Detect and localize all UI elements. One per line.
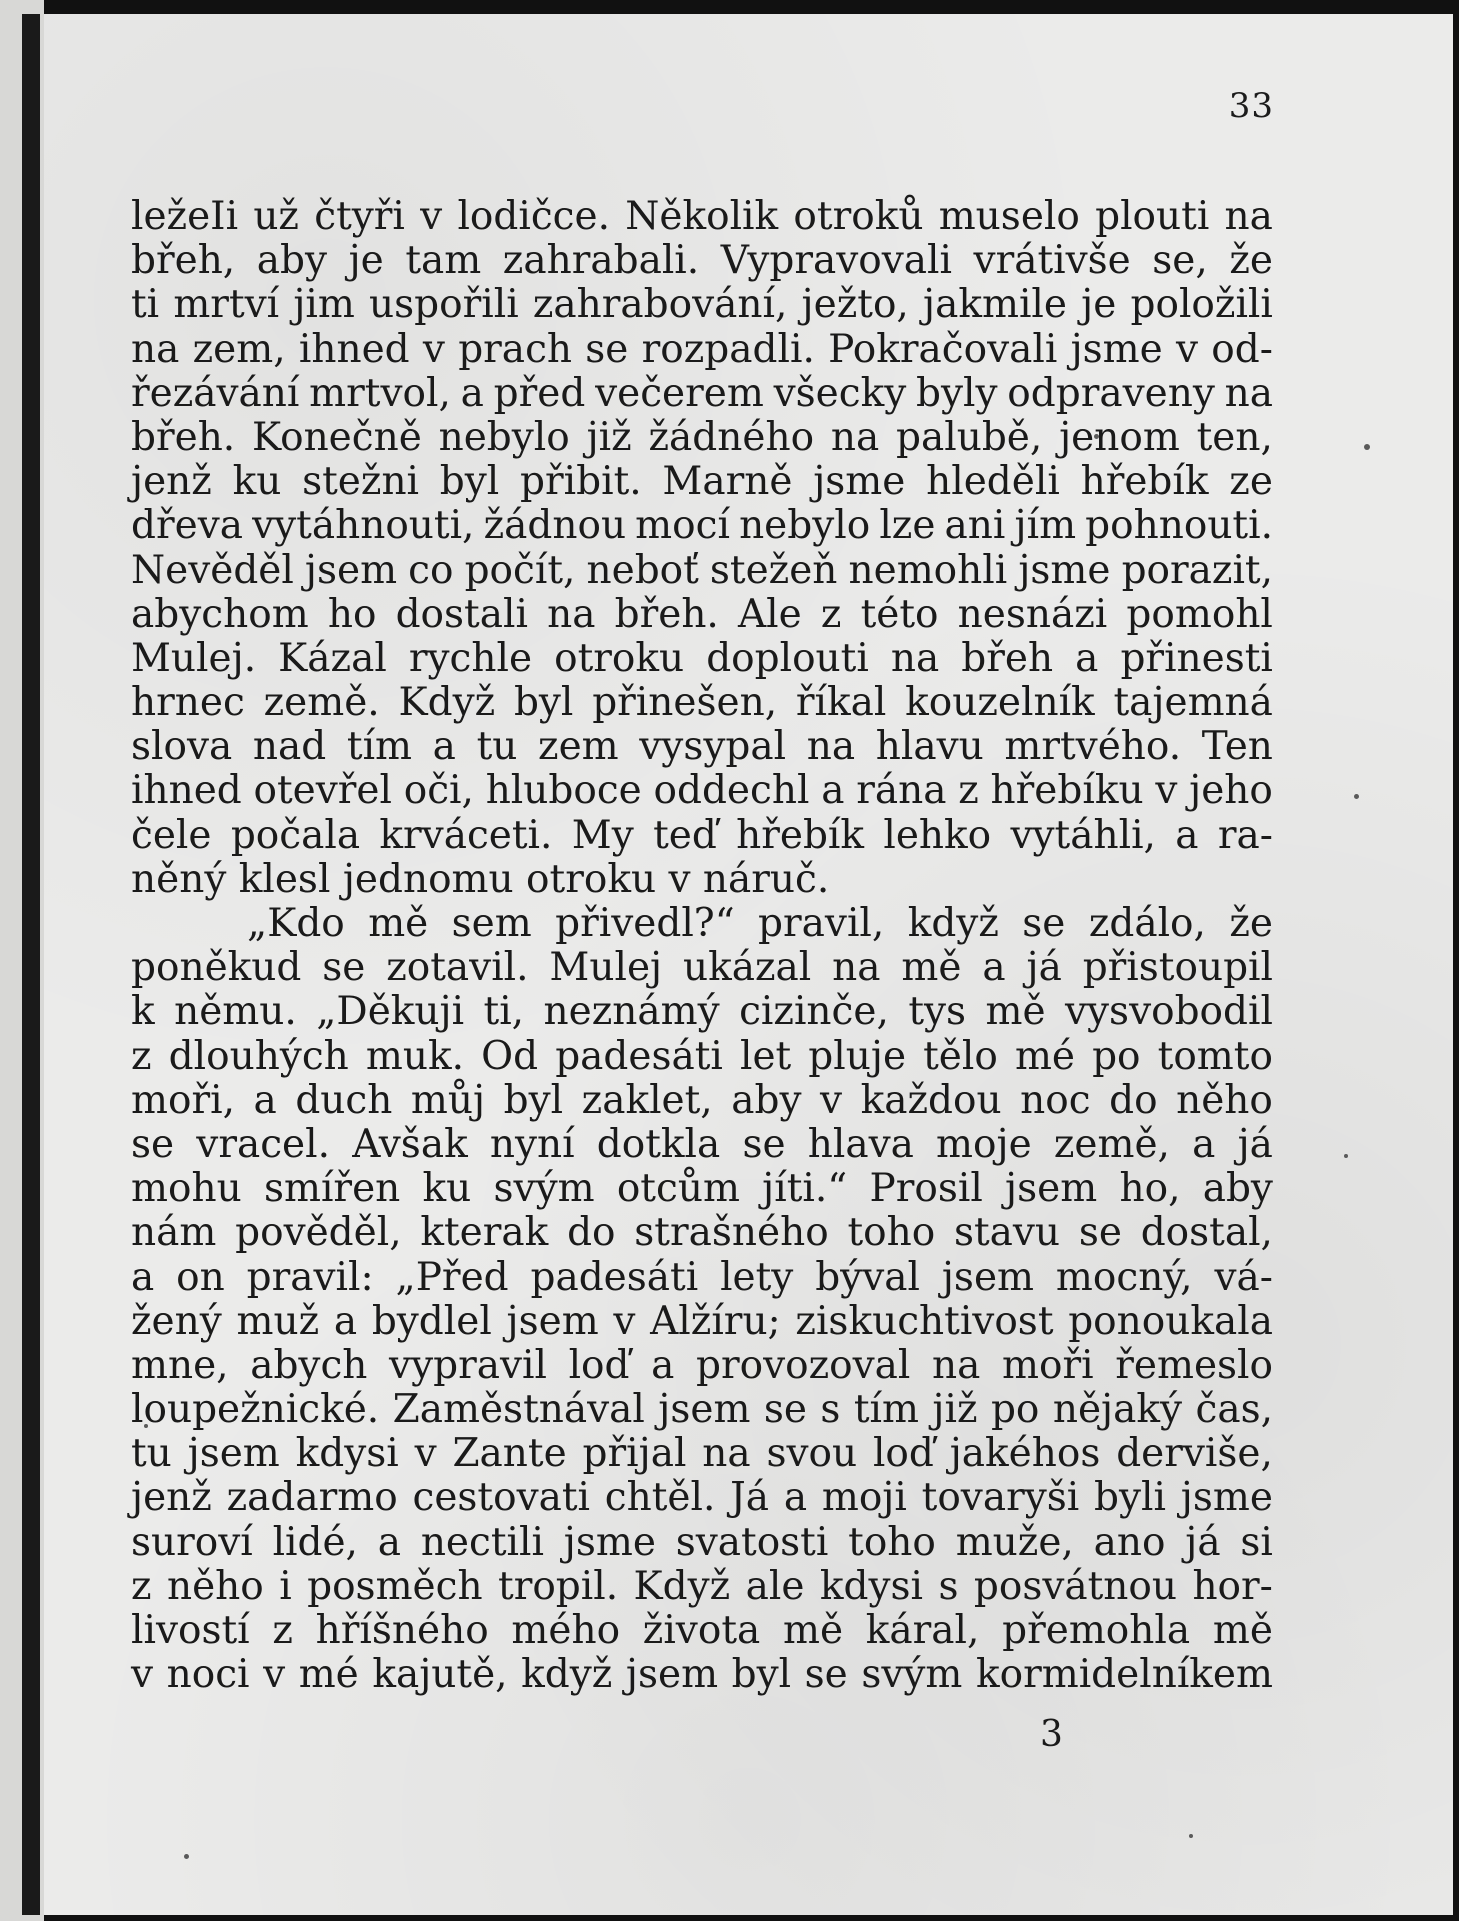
text-line: slova nad tím a tu zem vysypal na hlavu mrtvého. Ten: [131, 724, 1273, 770]
text-line: z dlouhých muk. Od padesáti let pluje tělo mé po tomto: [131, 1033, 1273, 1079]
text-line: Mulej. Kázal rychle otroku doplouti na břeh a přinesti: [131, 635, 1273, 681]
text-line: jenž ku stežni byl přibit. Marně jsme hleděli hřebík ze: [131, 459, 1273, 505]
text-line: čele počala krváceti. My teď hřebík lehko vytáhli, a ra-: [131, 812, 1273, 858]
text-line: moři, a duch můj byl zaklet, aby v každou noc do něho: [131, 1077, 1273, 1123]
text-line: suroví lidé, a nectili jsme svatosti toho muže, ano já si: [131, 1519, 1273, 1565]
text-line: ležeIi už čtyři v lodičce. Několik otroků muselo plouti na: [131, 194, 1273, 239]
body-text: [131, 195, 1273, 1697]
text-line: břeh, aby je tam zahrabali. Vypravovali vrátivše se, že: [131, 238, 1273, 284]
signature-mark: 3: [1040, 1714, 1063, 1755]
text-line: ti mrtví jim uspořili zahrabování, ježto, jakmile je položili: [131, 282, 1273, 328]
text-line: břeh. Konečně nebylo již žádného na palubě, jenom ten,: [131, 414, 1273, 460]
text-line: něný klesl jednomu otroku v náruč.: [131, 856, 830, 902]
text-line: abychom ho dostali na břeh. Ale z této nesnázi pomohl: [131, 591, 1273, 637]
text-line: „Kdo mě sem přivedl?“ pravil, když se zdálo, že: [247, 901, 1273, 946]
text-line: jenž zadarmo cestovati chtěl. Já a moji tovaryši byli jsme: [131, 1475, 1273, 1521]
text-line: Nevěděl jsem co počít, neboť stežeň nemohli jsme porazit,: [131, 547, 1273, 593]
text-line: a on pravil: „Před padesáti lety býval jsem mocný, vá-: [131, 1254, 1273, 1300]
text-line: v noci v mé kajutě, když jsem byl se svým kormidelníkem: [131, 1652, 1273, 1698]
text-line: livostí z hříšného mého života mě káral, přemohla mě: [131, 1608, 1273, 1653]
text-line: loupežnické. Zaměstnával jsem se s tím již po nějaký čas,: [131, 1387, 1273, 1433]
text-line: mohu smířen ku svým otcům jíti.“ Prosil jsem ho, aby: [131, 1166, 1273, 1212]
text-line: se vracel. Avšak nyní dotkla se hlava moje země, a já: [131, 1121, 1273, 1167]
text-line: nám pověděl, kterak do strašného toho stavu se dostal,: [131, 1210, 1273, 1256]
text-line: dřeva vytáhnouti, žádnou mocí nebylo lze ani jím pohnouti.: [131, 503, 1273, 549]
text-line: žený muž a bydlel jsem v Alžíru; ziskuchtivost ponoukala: [131, 1298, 1273, 1344]
text-line: ihned otevřel oči, hluboce oddechl a rána z hřebíku v jeho: [131, 768, 1273, 814]
text-line: na zem, ihned v prach se rozpadli. Pokračovali jsme v od-: [131, 326, 1273, 372]
text-line: k němu. „Děkuji ti, neznámý cizinče, tys mě vysvobodil: [131, 989, 1273, 1035]
text-line: řezávání mrtvol, a před večerem všecky byly odpraveny na: [131, 370, 1273, 416]
text-line: poněkud se zotavil. Mulej ukázal na mě a já přistoupil: [131, 945, 1273, 991]
scan-binding-edge: [22, 14, 40, 1915]
text-line: hrnec země. Když byl přinešen, říkal kouzelník tajemná: [131, 680, 1273, 726]
page-number: 33: [1228, 86, 1274, 126]
text-line: mne, abych vypravil loď a provozoval na moři řemeslo: [131, 1342, 1273, 1388]
text-line: z něho i posměch tropil. Když ale kdysi s posvátnou hor-: [131, 1563, 1273, 1609]
text-line: tu jsem kdysi v Zante přijal na svou loď jakéhos derviše,: [131, 1431, 1273, 1477]
